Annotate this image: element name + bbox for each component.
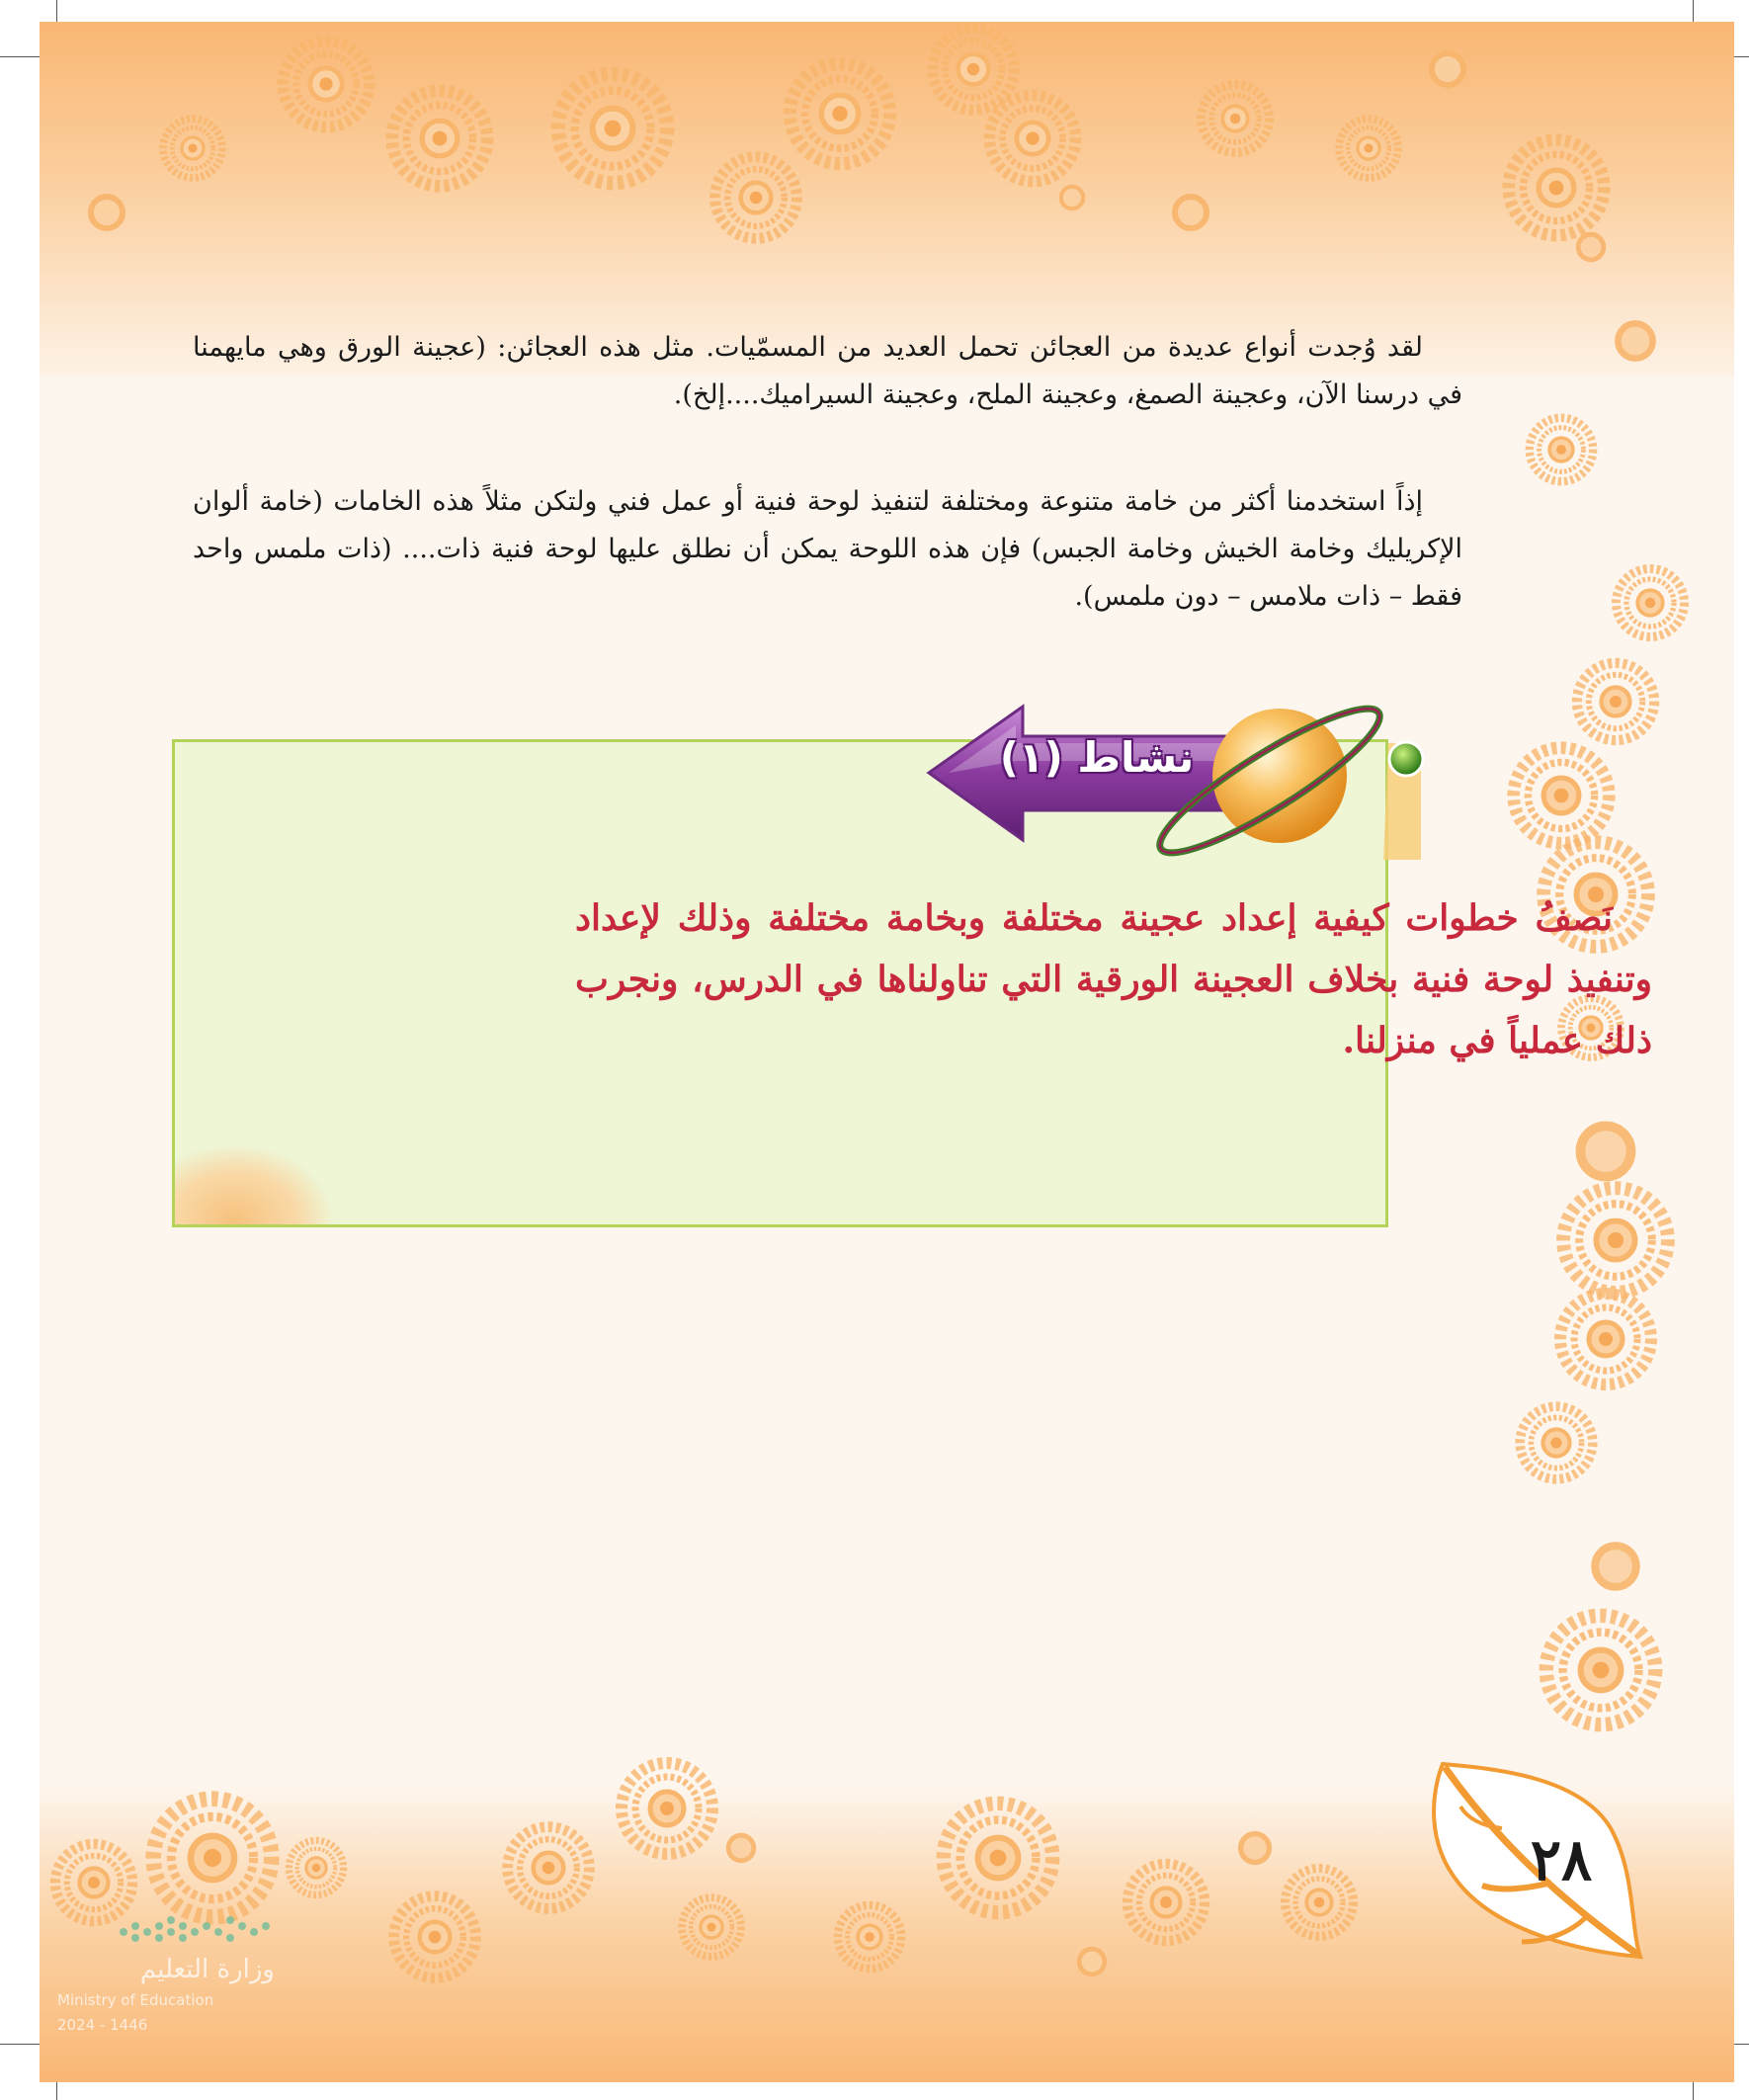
page-number: ٢٨ (1530, 1826, 1593, 1893)
ministry-year: 2024 - 1446 (57, 2016, 148, 2034)
intro-paragraph (193, 324, 1462, 419)
ministry-name-english: Ministry of Education (57, 1991, 214, 2009)
paragraph-1-text: لقد وُجدت أنواع عديدة من العجائن تحمل العديد من المسمّيات. مثل هذه العجائن: (عجينة الورق وهي مايهمنا في درسنا الآن، وعجينة الصمغ، وعجينة الملح، وعجينة السيراميك....إلخ). (193, 332, 1462, 410)
question-paragraph (193, 478, 1462, 621)
paragraph-2-text: إذاً استخدمنا أكثر من خامة متنوعة ومختلفة لتنفيذ لوحة فنية أو عمل فني ولتكن مثلاً هذه الخامات (خامة ألوان الإكريليك وخامة الخيش وخامة الجبس) فإن هذه اللوحة يمكن أن نطلق عليها لوحة فنية ذات.... (ذات ملمس واحد فقط – ذات ملامس – دون ملمس). (193, 486, 1462, 612)
ministry-name-arabic: وزارة التعليم (139, 1955, 275, 1984)
ministry-logo-icon (114, 1902, 282, 1952)
activity-label: نشاط (١) (999, 733, 1195, 782)
activity-text: نَصفُ خطوات كيفية إعداد عجينة مختلفة وبخامة مختلفة وذلك لإعداد وتنفيذ لوحة فنية بخلاف العجينة الورقية التي تناولناها في الدرس، ونجرب ذلك عملياً في منزلنا. (575, 897, 1652, 1061)
box-corner-glow (172, 1145, 333, 1227)
activity-instructions (575, 887, 1652, 1071)
